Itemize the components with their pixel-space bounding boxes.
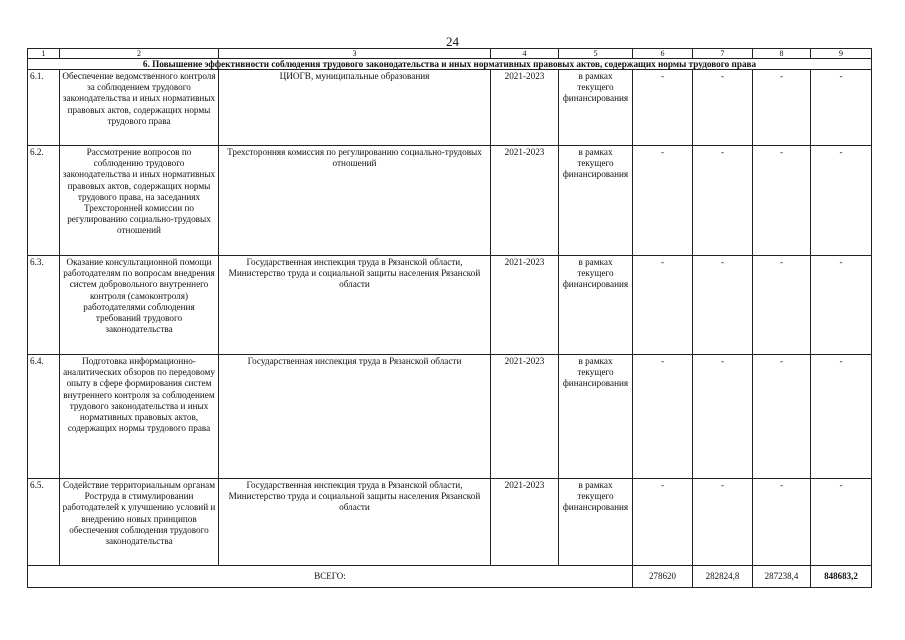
funding-cell: в рамках текущего финансирования xyxy=(559,355,633,479)
total-value: 287238,4 xyxy=(753,566,811,588)
value-cell: - xyxy=(811,146,872,256)
executor-cell: Государственная инспекция труда в Рязанской области, Министерство труда и социальной защиты населения Рязанской области xyxy=(219,256,491,355)
executor-cell: Государственная инспекция труда в Рязанской области xyxy=(219,355,491,479)
value-cell: - xyxy=(753,146,811,256)
value-cell: - xyxy=(753,256,811,355)
table-row xyxy=(28,256,872,355)
col-number: 2 xyxy=(60,49,219,59)
col-number: 7 xyxy=(693,49,753,59)
value-cell: - xyxy=(753,479,811,566)
value-cell: - xyxy=(693,70,753,146)
col-number: 4 xyxy=(491,49,559,59)
measure-cell: Обеспечение ведомственного контроля за соблюдением трудового законодательства и иных нормативных правовых актов, содержащих нормы трудового права xyxy=(60,70,219,146)
page-number: 24 xyxy=(446,34,459,49)
value-cell: - xyxy=(693,146,753,256)
col-number: 1 xyxy=(28,49,60,59)
value-cell: - xyxy=(633,355,693,479)
value-cell: - xyxy=(633,146,693,256)
measures-table xyxy=(27,48,872,588)
executor-cell: Трехсторонняя комиссия по регулированию социально-трудовых отношений xyxy=(219,146,491,256)
row-number: 6.5. xyxy=(28,479,60,566)
col-number: 5 xyxy=(559,49,633,59)
value-cell: - xyxy=(753,70,811,146)
measure-cell: Подготовка информационно-аналитических обзоров по передовому опыту в сфере формирования систем внутреннего контроля за соблюдением трудового законодательства и иных нормативных правовых актов, содержащих нормы трудового права xyxy=(60,355,219,479)
row-number: 6.1. xyxy=(28,70,60,146)
table-row xyxy=(28,146,872,256)
column-number-row xyxy=(28,49,872,59)
funding-cell: в рамках текущего финансирования xyxy=(559,256,633,355)
row-number: 6.2. xyxy=(28,146,60,256)
funding-cell: в рамках текущего финансирования xyxy=(559,70,633,146)
value-cell: - xyxy=(693,256,753,355)
table-row xyxy=(28,355,872,479)
col-number: 9 xyxy=(811,49,872,59)
value-cell: - xyxy=(633,70,693,146)
grand-total-value: 848683,2 xyxy=(811,566,872,588)
value-cell: - xyxy=(753,355,811,479)
col-number: 8 xyxy=(753,49,811,59)
period-cell: 2021-2023 xyxy=(491,479,559,566)
period-cell: 2021-2023 xyxy=(491,256,559,355)
value-cell: - xyxy=(693,479,753,566)
value-cell: - xyxy=(693,355,753,479)
funding-cell: в рамках текущего финансирования xyxy=(559,479,633,566)
executor-cell: ЦИОГВ, муниципальные образования xyxy=(219,70,491,146)
col-number: 6 xyxy=(633,49,693,59)
value-cell: - xyxy=(633,479,693,566)
funding-cell: в рамках текущего финансирования xyxy=(559,146,633,256)
row-number: 6.4. xyxy=(28,355,60,479)
row-number: 6.3. xyxy=(28,256,60,355)
period-cell: 2021-2023 xyxy=(491,146,559,256)
section-title: 6. Повышение эффективности соблюдения трудового законодательства и иных нормативных правовых актов, содержащих нормы трудового права xyxy=(28,59,872,70)
col-number: 3 xyxy=(219,49,491,59)
value-cell: - xyxy=(811,479,872,566)
value-cell: - xyxy=(811,70,872,146)
section-title-row xyxy=(28,59,872,70)
measure-cell: Оказание консультационной помощи работодателям по вопросам внедрения систем добровольного внутреннего контроля (самоконтроля) работодателями соблюдения требований трудового законодательства xyxy=(60,256,219,355)
total-label: ВСЕГО: xyxy=(28,566,633,588)
measure-cell: Рассмотрение вопросов по соблюдению трудового законодательства и иных нормативных правовых актов, содержащих нормы трудового права, на заседаниях Трехсторонней комиссии по регулированию социально-трудовых отношений xyxy=(60,146,219,256)
total-row xyxy=(28,566,872,588)
period-cell: 2021-2023 xyxy=(491,355,559,479)
value-cell: - xyxy=(811,256,872,355)
value-cell: - xyxy=(811,355,872,479)
table-row xyxy=(28,70,872,146)
value-cell: - xyxy=(633,256,693,355)
executor-cell: Государственная инспекция труда в Рязанской области, Министерство труда и социальной защиты населения Рязанской области xyxy=(219,479,491,566)
measure-cell: Содействие территориальным органам Роструда в стимулировании работодателей к улучшению условий и внедрению новых принципов обеспечения соблюдения трудового законодательства xyxy=(60,479,219,566)
total-value: 282824,8 xyxy=(693,566,753,588)
period-cell: 2021-2023 xyxy=(491,70,559,146)
total-value: 278620 xyxy=(633,566,693,588)
table-row xyxy=(28,479,872,566)
